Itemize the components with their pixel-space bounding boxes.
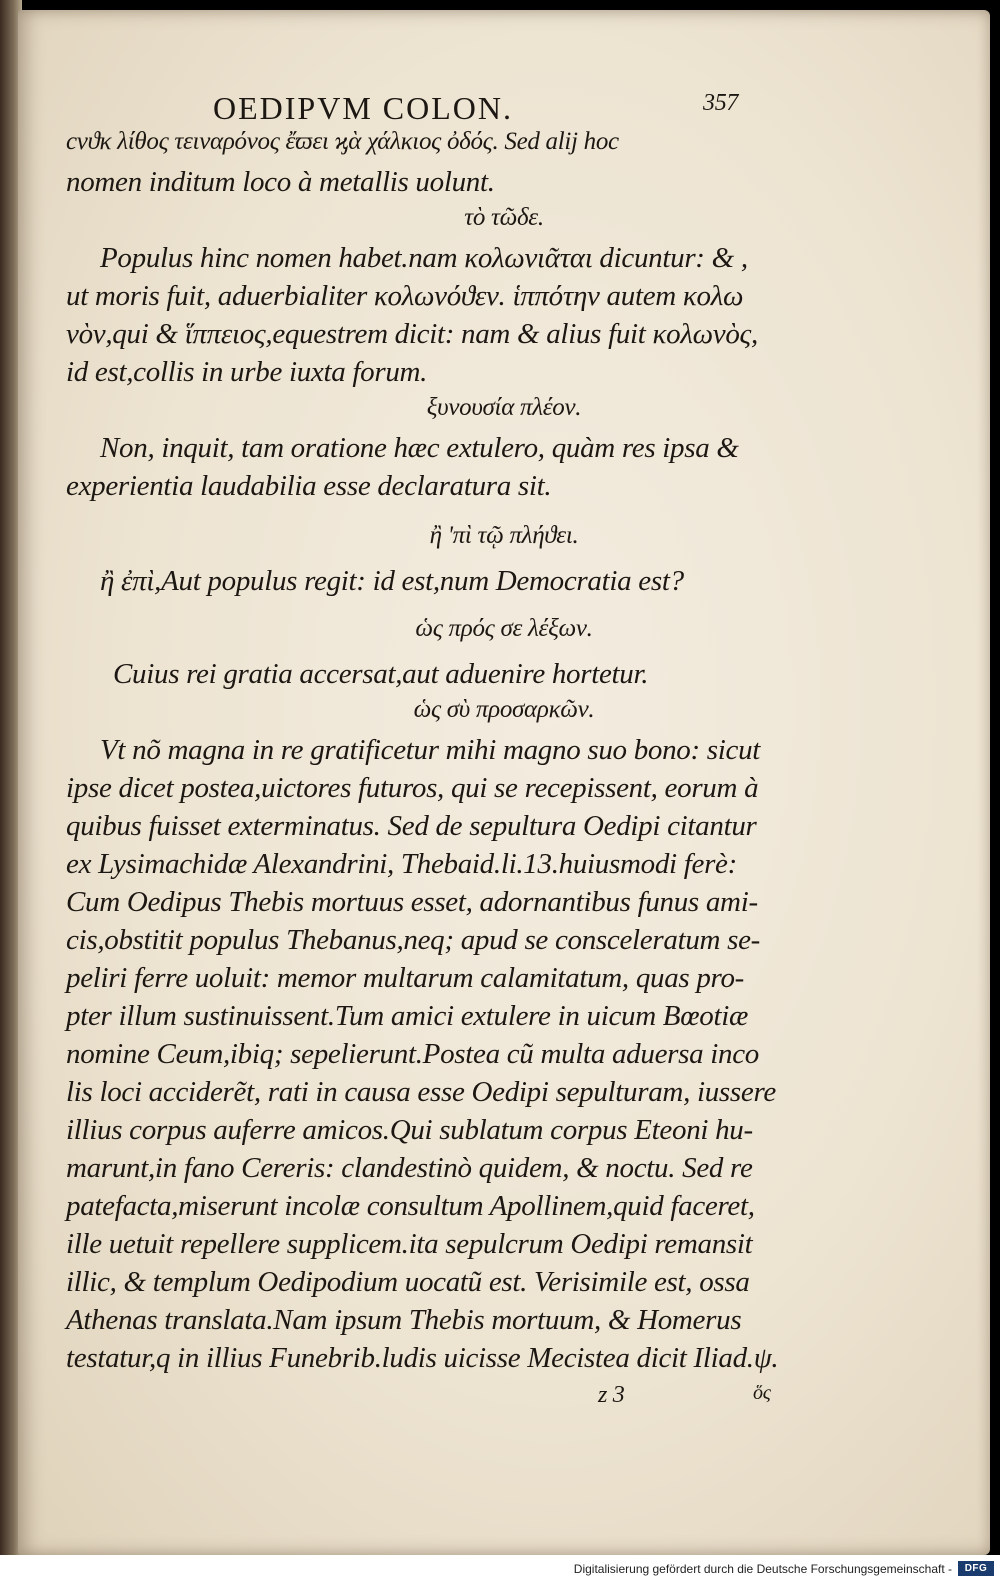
body-line: illius corpus auferre amicos.Qui sublatum corpus Eteoni hu- [66,1114,753,1146]
body-line: Cum Oedipus Thebis mortuus esset, adornantibus funus ami- [66,886,758,918]
body-line: ipse dicet postea,uictores futuros, qui se recepissent, eorum à [66,772,759,804]
body-line: ex Lysimachidæ Alexandrini, Thebaid.li.13.huiusmodi ferè: [66,848,737,880]
body-line: illic, & templum Oedipodium uocatũ est. Verisimile est, ossa [66,1266,750,1298]
body-line: marunt,in fano Cereris: clandestinò quidem, & noctu. Sed re [66,1152,753,1184]
dfg-logo: DFG [958,1561,994,1576]
body-line: cvϑκ λίθος τειναρόνος ἔϖει ϗὰ χάλκιος ὀδός. Sed alij hoc [66,128,619,155]
signature-mark: z 3 [598,1382,625,1408]
digitization-footer [0,1555,1000,1582]
catchword: ὅς [753,1382,771,1404]
body-line: Cuius rei gratia accersat,aut aduenire hortetur. [113,658,649,690]
body-line: νὸν,qui & ἵππειος,equestrem dicit: nam & alius fuit κολωνὸς, [66,318,758,350]
body-line: lis loci acciderẽt, rati in causa esse Oedipi sepulturam, iussere [66,1076,776,1108]
body-line: ut moris fuit, aduerbialiter κολωνόϑεν. ἱππότην autem κολω [66,280,744,312]
book-page [18,10,990,1555]
lemma-heading: ὡς σὺ προσαρκῶν. [413,696,595,723]
body-line: nomine Ceum,ibiq; sepelierunt.Postea cũ multa aduersa inco [66,1038,759,1070]
body-line: ἢ ἐπὶ,Aut populus regit: id est,num Democratia est? [100,565,684,597]
body-line: peliri ferre uoluit: memor multarum calamitatum, quas pro- [66,962,745,994]
body-line: cis,obstitit populus Thebanus,neq; apud se consceleratum se- [66,924,761,956]
body-line: Non, inquit, tam oratione hæc extulero, quàm res ipsa & [100,432,739,464]
body-line: quibus fuisset exterminatus. Sed de sepultura Oedipi citantur [66,810,757,842]
body-line: nomen inditum loco à metallis uolunt. [66,166,495,198]
body-line: Athenas translata.Nam ipsum Thebis mortuum, & Homerus [66,1304,742,1336]
lemma-heading: ὡς πρός σε λέξων. [415,615,593,642]
page-number: 357 [703,90,739,116]
body-line: testatur,q in illius Funebrib.ludis uicisse Mecistea dicit Iliad.ψ. [66,1342,779,1374]
lemma-heading: τὸ τῶδε. [464,204,544,231]
funding-notice: Digitalisierung gefördert durch die Deutsche Forschungsgemeinschaft - [573,1562,952,1576]
body-line: ille uetuit repellere supplicem.ita sepulcrum Oedipi remansit [66,1228,753,1260]
body-line: patefacta,miserunt incolæ consultum Apollinem,quid faceret, [66,1190,755,1222]
running-title: OEDIPVM COLON. [213,90,513,126]
body-line: id est,collis in urbe iuxta forum. [66,356,428,388]
body-line: pter illum sustinuissent.Tum amici extulere in uicum Bœotiæ [66,1000,749,1032]
body-line: experientia laudabilia esse declaratura sit. [66,470,552,502]
lemma-heading: ξυνουσία πλέον. [426,394,582,421]
lemma-heading: ἢ 'πὶ τῷ πλήϑει. [429,522,579,549]
body-line: Populus hinc nomen habet.nam κολωνιᾶται dicuntur: & , [100,242,748,274]
body-line: Vt nõ magna in re gratificetur mihi magno suo bono: sicut [100,734,761,766]
